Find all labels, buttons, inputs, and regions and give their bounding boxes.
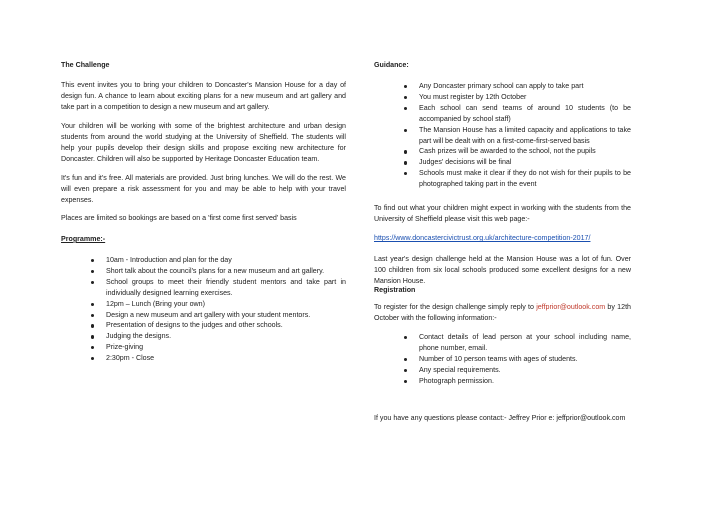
list-item: Judging the designs. bbox=[61, 331, 346, 342]
list-item: Presentation of designs to the judges and other schools. bbox=[61, 320, 346, 331]
list-item: Design a new museum and art gallery with your student mentors. bbox=[61, 310, 346, 321]
findout-paragraph: To find out what your children might expect in working with the students from the University of Sheffield please visit this web page:- bbox=[374, 204, 631, 223]
bullet-icon bbox=[91, 357, 94, 360]
list-item: 12pm – Lunch (Bring your own) bbox=[61, 299, 346, 310]
list-item: Number of 10 person teams with ages of students. bbox=[374, 354, 631, 365]
bullet-icon bbox=[91, 346, 94, 349]
guidance-list bbox=[374, 81, 631, 190]
list-item: Contact details of lead person at your school including name, phone number, email. bbox=[374, 332, 631, 354]
list-item: You must register by 12th October bbox=[374, 92, 631, 103]
intro-paragraph: This event invites you to bring your children to Doncaster's Mansion House for a day of design fun. A chance to learn about exciting plans for a new museum and art gallery and take part in a competition to design a new museum and art gallery. bbox=[61, 81, 346, 111]
bullet-icon bbox=[91, 314, 94, 317]
bullet-icon bbox=[91, 324, 94, 327]
bullet-icon bbox=[91, 281, 94, 284]
bullet-icon bbox=[404, 96, 407, 99]
bullet-icon bbox=[404, 150, 407, 153]
registration-intro-text: To register for the design challenge simply reply to bbox=[374, 303, 537, 311]
list-item: Each school can send teams of around 10 students (to be accompanied by school staff) bbox=[374, 103, 631, 125]
bullet-icon bbox=[404, 129, 407, 132]
list-item: Photograph permission. bbox=[374, 376, 631, 387]
guidance-heading: Guidance: bbox=[374, 61, 409, 69]
bullet-icon bbox=[404, 107, 407, 110]
free-paragraph: It's fun and it's free. All materials are provided. Just bring lunches. We will do the rest. We will even prepare a risk assessment for you and may be able to help with your travel expenses. bbox=[61, 174, 346, 204]
list-item: 10am - Introduction and plan for the day bbox=[61, 255, 346, 266]
bullet-icon bbox=[404, 380, 407, 383]
bullet-icon bbox=[91, 335, 94, 338]
register-email-link[interactable]: jeffprior@outlook.com bbox=[536, 303, 606, 311]
list-item: Cash prizes will be awarded to the school, not the pupils bbox=[374, 146, 631, 157]
bullet-icon bbox=[404, 172, 407, 175]
list-item: Schools must make it clear if they do not wish for their pupils to be photographed taking part in the event bbox=[374, 168, 631, 190]
list-item: Any Doncaster primary school can apply to take part bbox=[374, 81, 631, 92]
bullet-icon bbox=[91, 259, 94, 262]
list-item: Short talk about the council's plans for a new museum and art gallery. bbox=[61, 266, 346, 277]
contact-paragraph: If you have any questions please contact:- Jeffrey Prior e: jeffprior@outlook.com bbox=[374, 414, 626, 422]
bullet-icon bbox=[404, 85, 407, 88]
list-item: Judges' decisions will be final bbox=[374, 157, 631, 168]
lastyear-paragraph: Last year's design challenge held at the Mansion House was a lot of fun. Over 100 children from six local schools produced some excellent designs for a new Mansion House. bbox=[374, 255, 631, 285]
programme-heading: Programme:- bbox=[61, 235, 106, 243]
list-item: 2:30pm - Close bbox=[61, 353, 346, 364]
programme-list bbox=[61, 255, 346, 364]
registration-deadline-text: by 12th October with the following information:- bbox=[374, 303, 631, 322]
link-paragraph bbox=[374, 233, 631, 244]
bullet-icon bbox=[91, 303, 94, 306]
registration-heading: Registration bbox=[374, 286, 416, 294]
places-paragraph: Places are limited so bookings are based on a 'first come first served' basis bbox=[61, 214, 297, 222]
list-item: School groups to meet their friendly student mentors and take part in individually designed learning exercises. bbox=[61, 277, 346, 299]
students-paragraph: Your children will be working with some of the brightest architecture and urban design students from around the world studying at the University of Sheffield. The students will help your pupils develop their design skills and propose exciting new architecture for Doncaster. Children will also be supported by Heritage Doncaster Education team. bbox=[61, 122, 346, 163]
list-item: Prize-giving bbox=[61, 342, 346, 353]
registration-list bbox=[374, 332, 631, 387]
bullet-icon bbox=[91, 270, 94, 273]
bullet-icon bbox=[404, 336, 407, 339]
challenge-heading: The Challenge bbox=[61, 61, 110, 69]
registration-paragraph bbox=[374, 302, 631, 324]
bullet-icon bbox=[404, 161, 407, 164]
bullet-icon bbox=[404, 369, 407, 372]
list-item: Any special requirements. bbox=[374, 365, 631, 376]
competition-link[interactable]: https://www.doncastercivictrust.org.uk/architecture-competition-2017/ bbox=[374, 234, 591, 242]
list-item: The Mansion House has a limited capacity and applications to take part will be dealt with on a first-come-first-served basis bbox=[374, 125, 631, 147]
bullet-icon bbox=[404, 358, 407, 361]
